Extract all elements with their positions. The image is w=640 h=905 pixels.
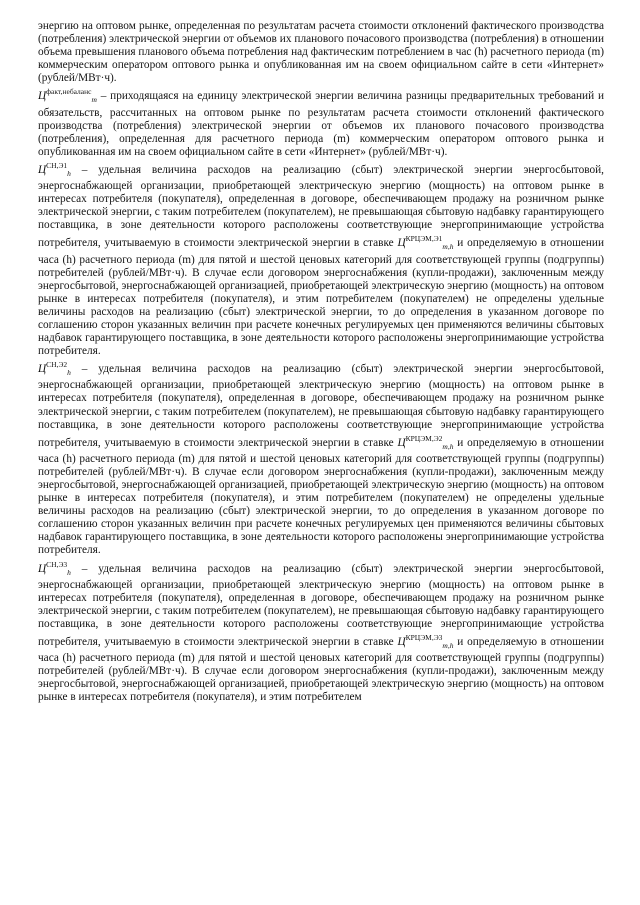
inline-formula-superscript: КРЦЭМ,Э1 [405,234,443,244]
inline-formula-symbol: $Ц^{КРЦЭМ,Э1}_{m,h}$ [397,234,454,252]
inline-formula-symbol: $Ц^{КРЦЭМ,Э3}_{m,h}$ [397,633,454,651]
paragraph-text-before: – удельная величина расходов на реализацию (сбыт) электрической энергии энергосбытовой, энергоснабжающей организации, приобретающей электрическую энергию (мощность) на оптовом рынке в интересах потребителя (покупателя), определенная в договоре, обеспечивающем продажу на розничном рынке электрической энергии, с таким потребителем (покупателем), не превышающая сбытовую надбавку гарантирующего поставщика, в зоне деятельности которого расположены соответствующие энергопринимающие устройства потребителя, учитываемую в стоимости электрической энергии в ставке [38,163,604,250]
formula-symbol: $Ц^{факт,небаланс}_m$ [38,87,97,105]
inline-formula-superscript: КРЦЭМ,Э3 [405,633,443,643]
formula-superscript: СН,Э3 [46,559,68,569]
formula-subscript: h [67,368,71,378]
formula-symbol: $Ц^{СН,Э2}_h$ [38,360,71,378]
formula-symbol: $Ц^{СН,Э1}_h$ [38,160,71,178]
paragraph-text: энергию на оптовом рынке, определенная по результатам расчета стоимости отклонений фактического производства (потребления) электрической энергии от объемов их планового почасового производства (потребления) в отношении объема превышения планового объема потребления над фактическим потреблением в час (h) расчетного периода (m) коммерческим оператором оптового рынка и опубликованная им на своем официальном сайте в сети «Интернет» (рублей/МВт·ч). [38,20,604,85]
paragraph-sales-cost-e3 [38,558,604,705]
formula-subscript: h [67,168,71,178]
formula-subscript: m [91,95,97,105]
paragraph-text: – приходящаяся на единицу электрической энергии величина разницы предварительных требований и обязательств, рассчитанных на оптовом рынке по результатам расчета стоимости отклонений фактического производства (потребления) электрической энергии от объемов их планового почасового производства (потребления), определенная для расчетного периода (m) коммерческим оператором оптового рынка и опубликованная им на своем официальном сайте в сети «Интернет» (рублей/МВт·ч). [38,90,604,158]
paragraph-text-after: и определяемую в отношении часа (h) расчетного периода (m) для пятой и шестой ценовых категорий для соответствующей группы (подгруппы) потребителей (рублей/МВт·ч). В случае если договором энергоснабжения (купли-продажи), заключенным между энергосбытовой, энергоснабжающей организацией, приобретающей электрическую энергию (мощность) на оптовом рынке в интересах потребителя (покупателя), и этим потребителем [38,636,604,704]
paragraph-sales-cost-e2 [38,358,604,557]
paragraph-text-after: и определяемую в отношении часа (h) расчетного периода (m) для пятой и шестой ценовых категорий для соответствующей группы (подгруппы) потребителей (рублей/МВт·ч). В случае если договором энергоснабжения (купли-продажи), заключенным между энергосбытовой, энергоснабжающей организацией, приобретающей электрическую энергию (мощность) на оптовом рынке в интересах потребителя (покупателя), и этим потребителем (покупателем) не определены удельные величины расходов на реализацию (сбыт) электрической энергии, то до определения в указанном договоре по соглашению сторон указанных величин при расчете конечных регулируемых цен применяются величины сбытовых надбавок гарантирующего поставщика, в зоне деятельности которого расположены энергопринимающие устройства потребителя. [38,237,604,358]
inline-formula-subscript: m,h [442,641,454,651]
inline-formula-symbol: $Ц^{КРЦЭМ,Э2}_{m,h}$ [397,433,454,451]
formula-superscript: факт,небаланс [46,87,92,97]
paragraph-energy-wholesale [38,20,604,85]
inline-formula-superscript: КРЦЭМ,Э2 [405,433,443,443]
formula-superscript: СН,Э2 [46,360,68,370]
formula-subscript: h [67,567,71,577]
inline-formula-subscript: m,h [442,242,454,252]
paragraph-sales-cost-e1 [38,159,604,358]
formula-superscript: СН,Э1 [46,160,68,170]
paragraph-text-before: – удельная величина расходов на реализацию (сбыт) электрической энергии энергосбытовой, энергоснабжающей организации, приобретающей электрическую энергию (мощность) на оптовом рынке в интересах потребителя (покупателя), определенная в договоре, обеспечивающем продажу на розничном рынке электрической энергии, с таким потребителем (покупателем), не превышающая сбытовую надбавку гарантирующего поставщика, в зоне деятельности которого расположены соответствующие энергопринимающие устройства потребителя, учитываемую в стоимости электрической энергии в ставке [38,363,604,449]
paragraph-text-after: и определяемую в отношении часа (h) расчетного периода (m) для пятой и шестой ценовых категорий для соответствующей группы (подгруппы) потребителей (рублей/МВт·ч). В случае если договором энергоснабжения (купли-продажи), заключенным между энергосбытовой, энергоснабжающей организацией, приобретающей электрическую энергию (мощность) на оптовом рынке в интересах потребителя (покупателя), и этим потребителем (покупателем) не определены удельные величины расходов на реализацию (сбыт) электрической энергии, то до определения в указанном договоре по соглашению сторон указанных величин при расчете конечных регулируемых цен применяются величины сбытовых надбавок гарантирующего поставщика, в зоне деятельности которого расположены энергопринимающие устройства потребителя. [38,436,604,557]
paragraph-text-before: – удельная величина расходов на реализацию (сбыт) электрической энергии энергосбытовой, энергоснабжающей организации, приобретающей электрическую энергию (мощность) на оптовом рынке в интересах потребителя (покупателя), определенная в договоре, обеспечивающем продажу на розничном рынке электрической энергии, с таким потребителем (покупателем), не превышающая сбытовую надбавку гарантирующего поставщика, в зоне деятельности которого расположены соответствующие энергопринимающие устройства потребителя, учитываемую в стоимости электрической энергии в ставке [38,562,604,649]
inline-formula-subscript: m,h [442,441,454,451]
formula-symbol: $Ц^{СН,Э3}_h$ [38,559,71,577]
paragraph-fact-imbalance-price [38,85,604,158]
